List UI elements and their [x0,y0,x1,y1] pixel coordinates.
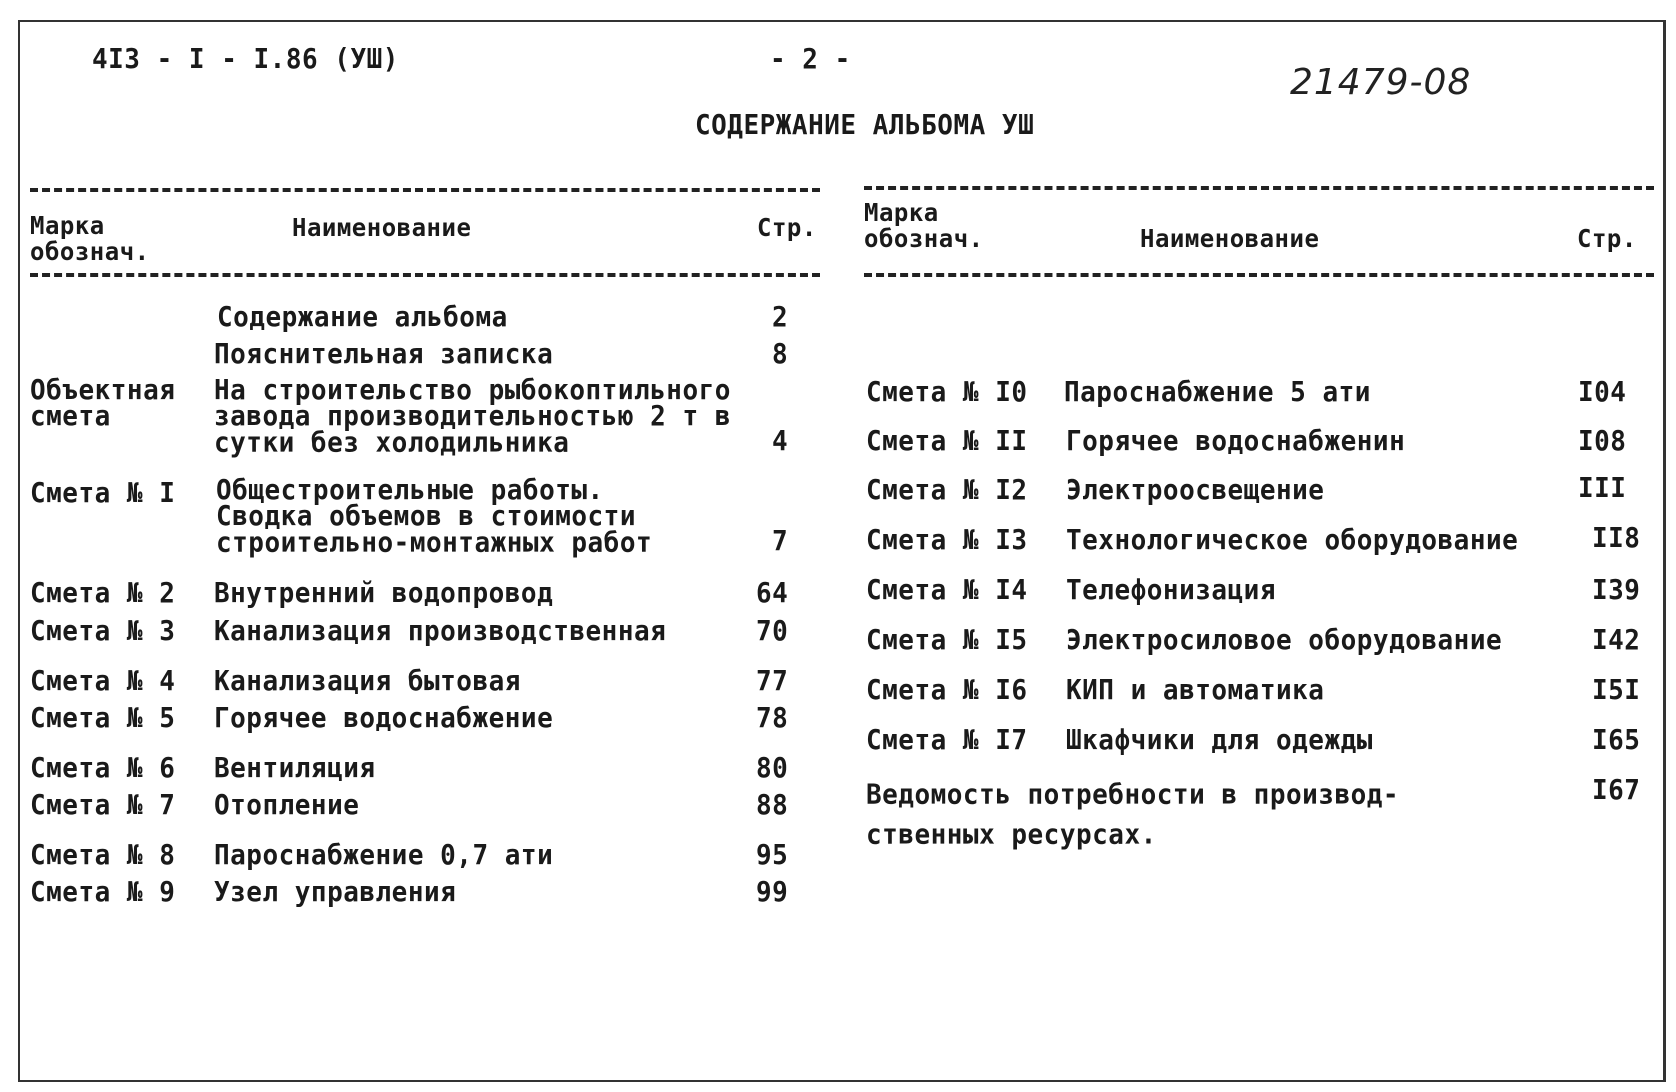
row-mark: Смета № I5 [866,625,1028,657]
row-mark: Смета № 9 [30,877,176,909]
row-name: Ведомость потребности в производ- ственных ресурсах. [866,779,1400,851]
row-name: На строительство рыбокоптильного завода производительностью 2 т в сутки без холодильника [214,374,731,459]
row-mark: Смета № 8 [30,840,176,872]
header-divider-bottom-left [30,273,820,277]
row-name: Телефонизация [1066,575,1276,607]
row-page: 99 [756,877,789,909]
row-name: Пояснительная записка [214,339,554,371]
row-name: КИП и автоматика [1066,675,1325,707]
row-name: Горячее водоснабженин [1066,426,1406,458]
document-code: 4I3 - I - I.86 (УШ) [92,44,399,76]
row-page: III [1578,473,1627,505]
row-name: Шкафчики для одежды [1066,725,1373,757]
row-name: Отопление [214,790,360,822]
page-title: СОДЕРЖАНИЕ АЛЬБОМА УШ [695,110,1035,142]
row-page: 78 [756,703,789,735]
row-mark: Смета № I7 [866,725,1028,757]
row-name: Внутренний водопровод [214,578,554,610]
row-mark: Смета № I [30,478,176,510]
row-mark: Смета № I0 [866,377,1028,409]
row-page: 88 [756,790,789,822]
row-page: 80 [756,753,789,785]
column-name-left: Наименование [292,213,472,243]
row-name: Горячее водоснабжение [214,703,554,735]
column-mark-right: Марка обознач. [864,197,984,254]
column-mark-left: Марка обознач. [30,210,150,267]
row-page: I39 [1592,575,1641,607]
row-mark: Смета № 2 [30,578,176,610]
row-page: II8 [1592,523,1641,555]
row-page: I67 [1592,775,1641,807]
row-page: 95 [756,840,789,872]
row-name: Общестроительные работы. Сводка объемов в стоимости строительно-монтажных работ [216,474,653,559]
row-page: I08 [1578,426,1627,458]
row-name: Электроосвещение [1066,475,1325,507]
column-page-right: Стр. [1577,224,1637,254]
row-page: 2 [772,302,789,334]
row-name: Пароснабжение 0,7 ати [214,840,554,872]
row-name: Канализация бытовая [214,666,521,698]
row-page: 70 [756,616,789,648]
row-page: 64 [756,578,789,610]
row-page: 77 [756,666,789,698]
row-mark: Смета № I4 [866,575,1028,607]
row-page: 7 [772,526,789,558]
handwritten-number: 21479-08 [1290,62,1472,103]
row-mark: Смета № I6 [866,675,1028,707]
row-mark: Смета № 3 [30,616,176,648]
row-mark: Смета № 5 [30,703,176,735]
page-number: - 2 - [770,44,851,76]
row-name: Технологическое оборудование [1066,525,1519,557]
row-page: I5I [1592,675,1641,707]
column-page-left: Стр. [757,213,817,243]
row-name: Электросиловое оборудование [1066,625,1503,657]
row-page: I42 [1592,625,1641,657]
column-name-right: Наименование [1140,224,1320,254]
row-mark: Смета № 7 [30,790,176,822]
row-name: Содержание альбома [217,302,508,334]
row-name: Вентиляция [214,753,376,785]
row-mark: Смета № I3 [866,525,1028,557]
row-page: 4 [772,426,789,458]
row-mark: Смета № I2 [866,475,1028,507]
row-name: Узел управления [214,877,457,909]
row-mark: Объектная смета [30,374,176,433]
header-divider-bottom-right [864,273,1654,277]
row-mark: Смета № II [866,426,1028,458]
row-page: I04 [1578,377,1627,409]
header-divider-top-left [30,188,820,192]
row-name: Канализация производственная [214,616,667,648]
row-mark: Смета № 4 [30,666,176,698]
row-name: Пароснабжение 5 ати [1064,377,1371,409]
row-page: 8 [772,339,789,371]
header-divider-top-right [864,186,1654,190]
row-mark: Смета № 6 [30,753,176,785]
row-page: I65 [1592,725,1641,757]
